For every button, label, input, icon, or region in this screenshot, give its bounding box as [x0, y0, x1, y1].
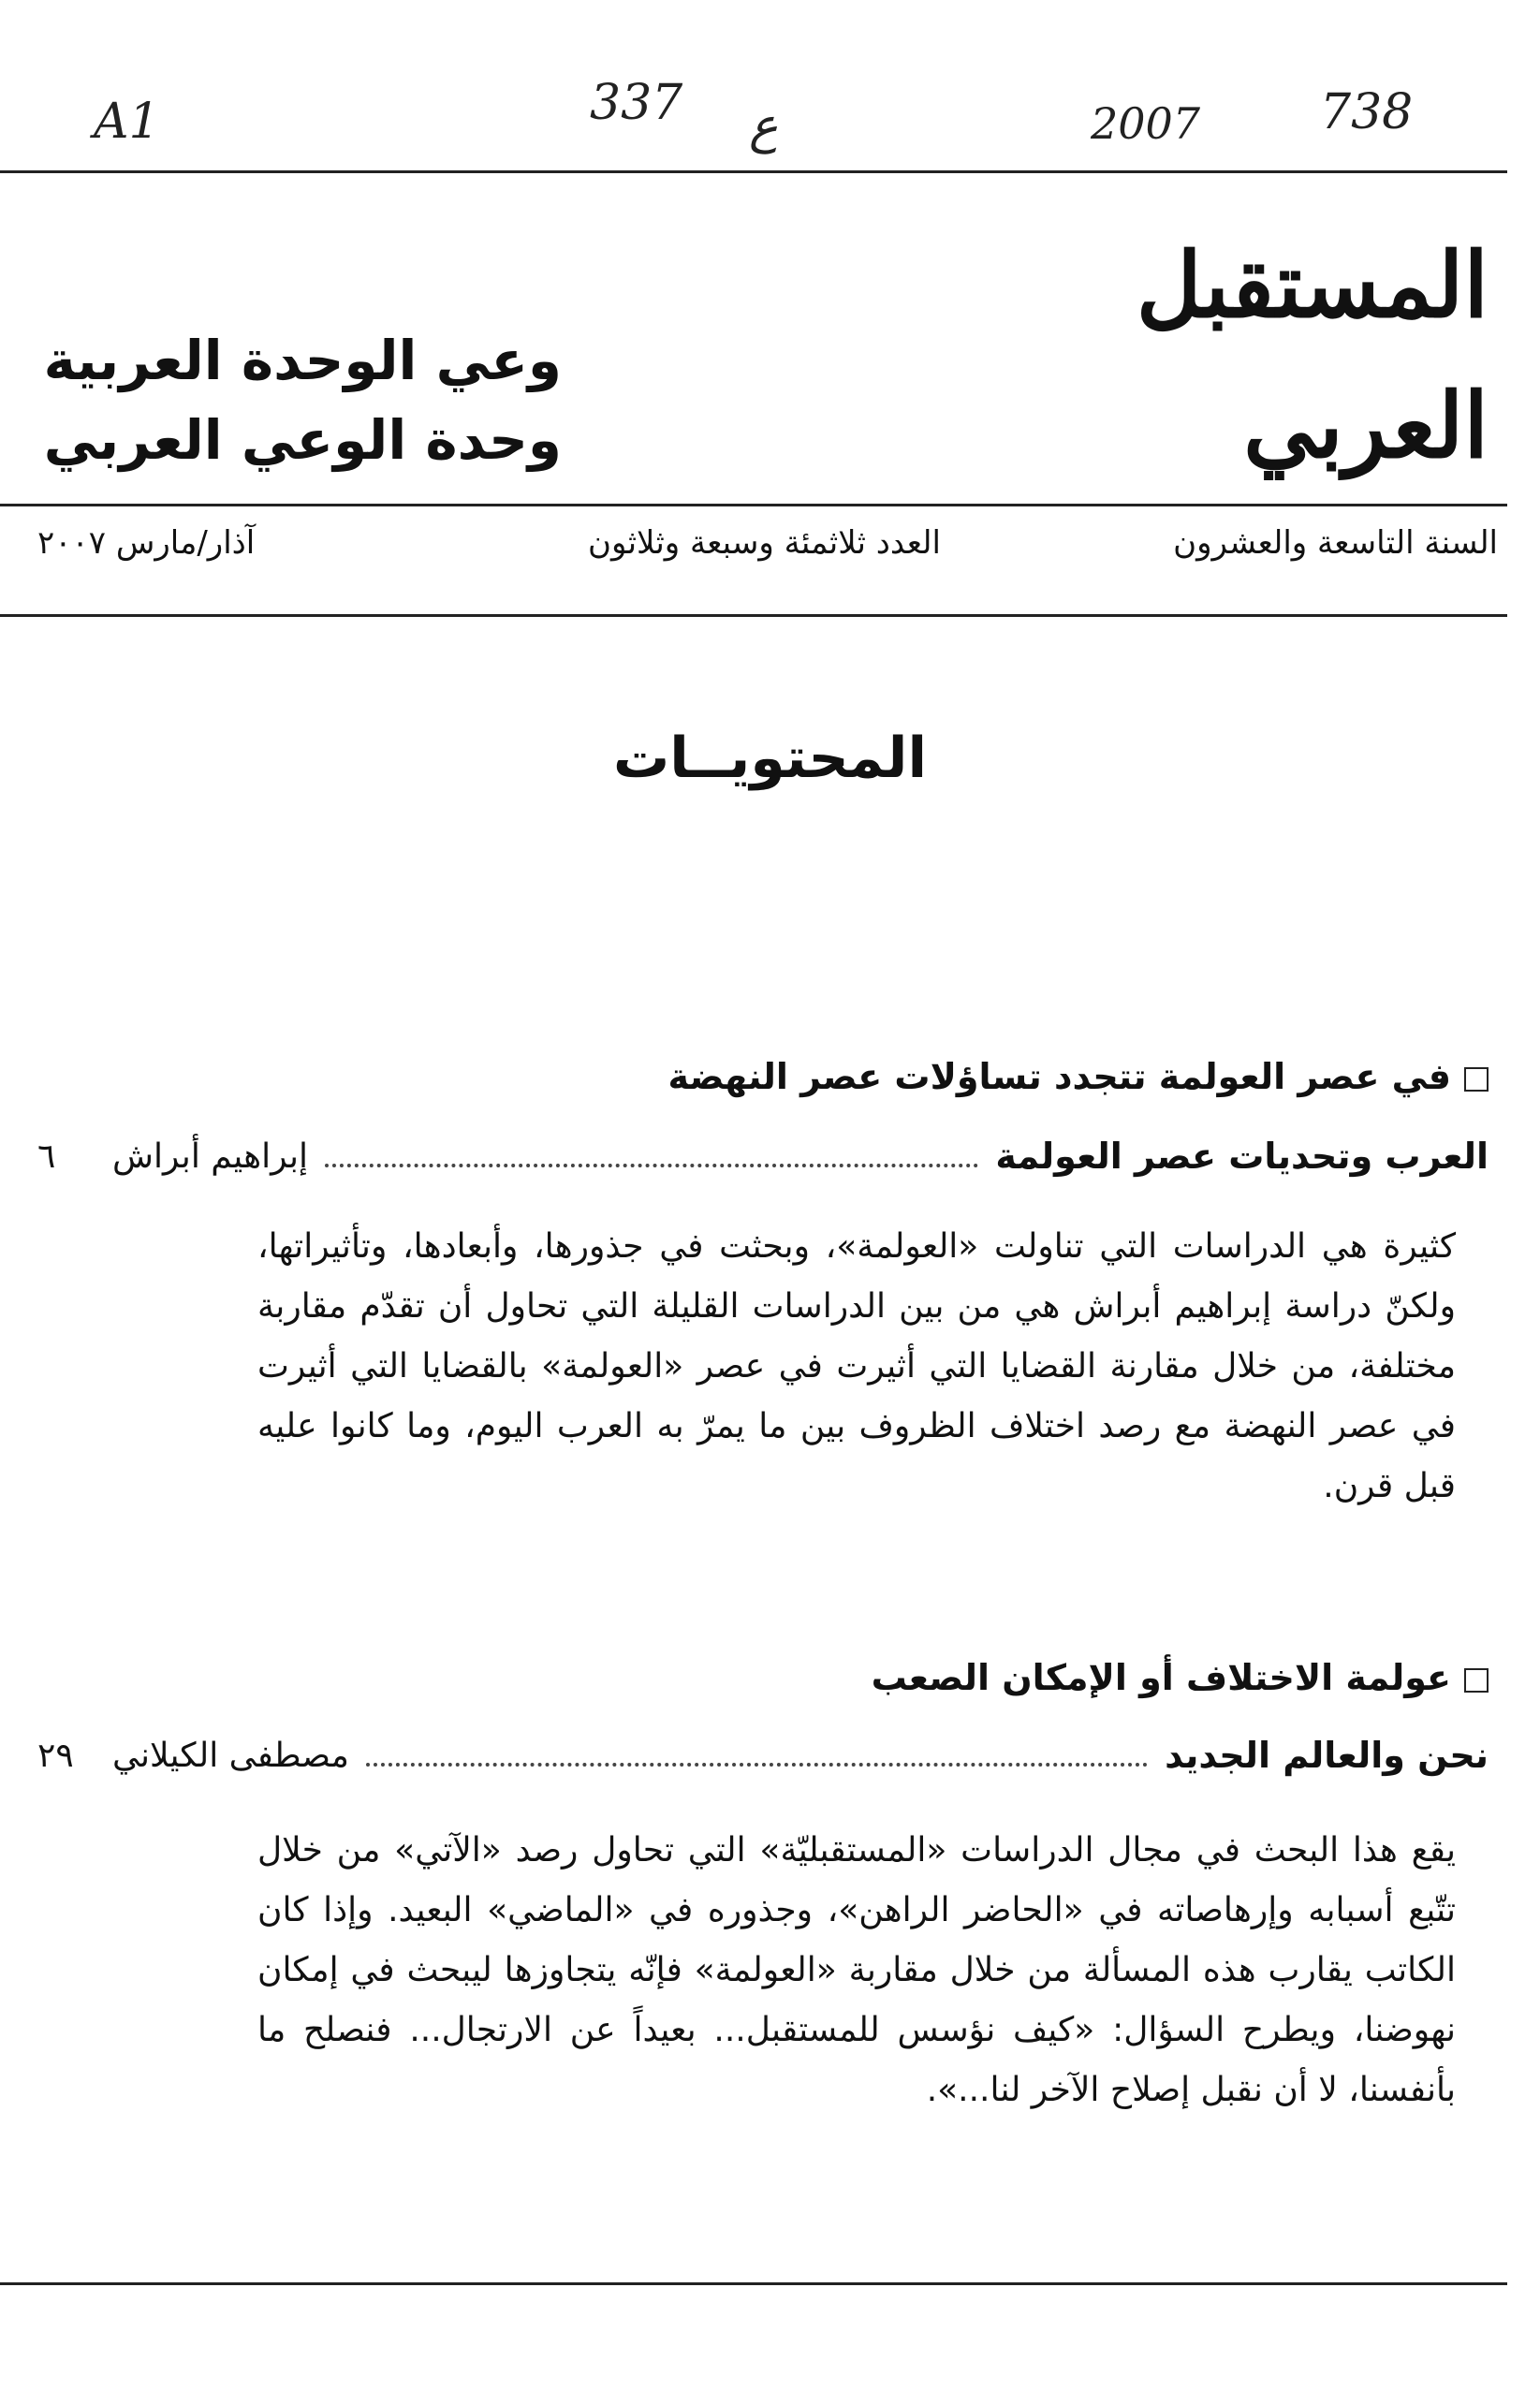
handwritten-year: 2007	[1091, 98, 1201, 149]
entry-page: ٦	[37, 1137, 56, 1176]
handwritten-code: A1	[94, 94, 160, 150]
issue-year: السنة التاسعة والعشرون	[1173, 524, 1498, 562]
handwritten-letter: ع	[749, 98, 779, 154]
toc-entry-1[interactable]	[37, 1128, 1489, 1184]
entry-summary-2: يقع هذا البحث في مجال الدراسات «المستقبليّة» التي تحاول رصد «الآتي» من خلال تتّبع أسبابه وإرهاصاته في «الحاضر الراهن»، وجذوره في «الماضي» البعيد. وإذا كان الكاتب يقارب هذه المسألة من خلال مقاربة «العولمة» فإنّه يتجاوزها ليبحث في إمكان نهوضنا، ويطرح السؤال: «كيف نؤسس للمستقبل... بعيداً عن الارتجال... فنصلح ما بأنفسنا، لا أن نقبل إصلاح الآخر لنا...».	[257, 1831, 1456, 2109]
section-title-text: عولمة الاختلاف أو الإمكان الصعب	[871, 1657, 1451, 1698]
issue-number: العدد ثلاثمئة وسبعة وثلاثون	[588, 524, 941, 562]
handwritten-number: 337	[590, 75, 683, 131]
toc-entry-2[interactable]	[37, 1727, 1489, 1783]
entry-title: نحن والعالم الجديد	[1165, 1735, 1489, 1776]
handwritten-right-number: 738	[1320, 84, 1414, 140]
headline-line-1: وعي الوحدة العربية	[43, 329, 562, 392]
masthead-rule	[0, 504, 1507, 506]
top-rule	[0, 170, 1507, 173]
issue-rule	[0, 614, 1507, 617]
entry-summary-1: كثيرة هي الدراسات التي تناولت «العولمة»، وبحثت في جذورها، وأبعادها، وتأثيراتها، ولكنّ دراسة إبراهيم أبراش هي من بين الدراسات القليلة التي تحاول أن تقدّم مقاربة مختلفة، من خلال مقارنة القضايا التي أثيرت في عصر «العولمة» بالقضايا التي أثيرت في عصر النهضة مع رصد اختلاف الظروف بين ما يمرّ به العرب اليوم، وما كانوا عليه قبل قرن.	[257, 1227, 1456, 1505]
section-title-text: في عصر العولمة تتجدد تساؤلات عصر النهضة	[667, 1056, 1451, 1097]
section-title-2	[872, 1657, 1489, 1698]
issue-date: آذار/مارس ٢٠٠٧	[37, 524, 256, 562]
checkbox-icon	[1464, 1668, 1489, 1693]
entry-author: مصطفى الكيلاني	[112, 1736, 349, 1775]
entry-page: ٢٩	[37, 1736, 74, 1775]
dot-leader	[366, 1763, 1148, 1767]
entry-title: العرب وتحديات عصر العولمة	[995, 1136, 1489, 1177]
section-title-1	[668, 1056, 1489, 1097]
headline-line-2: وحدة الوعي العربي	[43, 408, 562, 472]
journal-logo: المستقبل العربي	[1136, 232, 1489, 478]
dot-leader	[325, 1164, 978, 1167]
bottom-rule	[0, 2282, 1507, 2285]
checkbox-icon	[1464, 1067, 1489, 1092]
toc-title: المحتويــات	[612, 726, 928, 791]
entry-author: إبراهيم أبراش	[112, 1137, 308, 1176]
